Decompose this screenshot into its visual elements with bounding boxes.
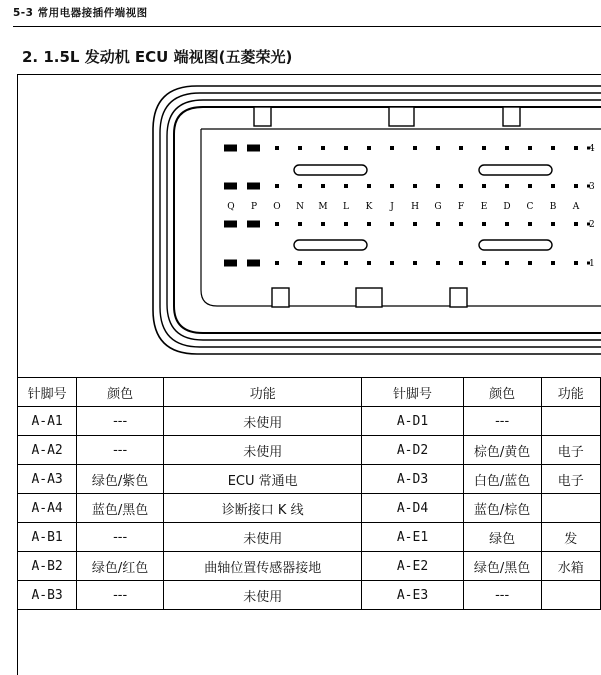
pin	[275, 146, 279, 150]
table-cell: 发	[541, 523, 600, 552]
pin-large	[224, 183, 237, 190]
column-header: 颜色	[463, 378, 541, 407]
row-number: 2	[589, 220, 595, 230]
pin-large	[224, 221, 237, 228]
pin	[505, 222, 509, 226]
column-header: 颜色	[77, 378, 164, 407]
table-cell: 绿色/红色	[77, 552, 164, 581]
row-number: 4	[589, 144, 595, 154]
row-number: 1	[589, 259, 595, 269]
pin	[505, 146, 509, 150]
table-row	[18, 552, 601, 581]
column-header: 功能	[163, 378, 361, 407]
table-cell: ---	[463, 407, 541, 436]
pin	[482, 222, 486, 226]
pin-large	[247, 145, 260, 152]
pin	[551, 184, 555, 188]
pin	[321, 261, 325, 265]
pin	[482, 261, 486, 265]
column-letter: E	[480, 202, 488, 212]
pin	[574, 184, 578, 188]
table-cell: ---	[77, 436, 164, 465]
column-letter: M	[318, 202, 328, 212]
pin	[551, 222, 555, 226]
pin	[413, 184, 417, 188]
column-letter: J	[390, 202, 394, 212]
table-cell: A-E3	[362, 581, 463, 610]
column-letter: A	[572, 202, 580, 212]
pin	[551, 261, 555, 265]
column-letter: B	[549, 202, 557, 212]
key-slot	[294, 165, 367, 175]
table-cell: 水箱	[541, 552, 600, 581]
pin	[482, 184, 486, 188]
pin	[528, 184, 532, 188]
connector-diagram	[17, 74, 601, 374]
column-header: 功能	[541, 378, 600, 407]
pin	[344, 261, 348, 265]
pin-table	[17, 377, 601, 610]
pin	[390, 261, 394, 265]
column-letter: F	[457, 202, 465, 212]
pin	[344, 146, 348, 150]
pin	[528, 222, 532, 226]
pin	[367, 146, 371, 150]
table-row	[18, 523, 601, 552]
table-cell: 电子	[541, 436, 600, 465]
latch-tab	[389, 107, 414, 126]
pin	[528, 261, 532, 265]
key-slots	[294, 165, 552, 250]
column-letter: K	[365, 202, 373, 212]
column-letter: N	[296, 202, 304, 212]
table-header-row	[18, 378, 601, 407]
pin-large	[247, 183, 260, 190]
table-cell: 绿色/紫色	[77, 465, 164, 494]
column-letter: G	[434, 202, 442, 212]
table-row	[18, 494, 601, 523]
table-cell: ---	[77, 581, 164, 610]
pin	[390, 222, 394, 226]
column-letter: Q	[227, 202, 235, 212]
table-cell: A-B3	[18, 581, 77, 610]
pin	[321, 222, 325, 226]
pin	[505, 184, 509, 188]
column-letter: P	[250, 202, 258, 212]
column-header: 针脚号	[362, 378, 463, 407]
table-cell: 白色/蓝色	[463, 465, 541, 494]
table-cell: A-D4	[362, 494, 463, 523]
page-title: 2. 1.5L 发动机 ECU 端视图(五菱荣光)	[22, 48, 293, 66]
pin	[413, 261, 417, 265]
pin	[275, 222, 279, 226]
latch-tab	[272, 288, 289, 307]
pin-large	[224, 260, 237, 267]
pin-large	[247, 260, 260, 267]
pin	[459, 146, 463, 150]
pin	[367, 222, 371, 226]
table-cell: 蓝色/棕色	[463, 494, 541, 523]
table-cell: 诊断接口 K 线	[163, 494, 361, 523]
pin	[298, 146, 302, 150]
table-cell	[541, 581, 600, 610]
pin	[459, 261, 463, 265]
table-cell: ---	[463, 581, 541, 610]
housing-well	[201, 129, 601, 306]
housing-outline-middle	[160, 93, 601, 347]
pin	[551, 146, 555, 150]
table-cell: 电子	[541, 465, 600, 494]
pin	[344, 184, 348, 188]
housing-outline-outer	[153, 86, 601, 354]
pin	[275, 184, 279, 188]
pin	[574, 261, 578, 265]
pin	[574, 222, 578, 226]
table-cell: 未使用	[163, 523, 361, 552]
table-row	[18, 581, 601, 610]
table-cell: A-A1	[18, 407, 77, 436]
pin	[367, 184, 371, 188]
housing-outline-inner	[167, 100, 601, 340]
pin	[275, 261, 279, 265]
table-cell: 蓝色/黑色	[77, 494, 164, 523]
column-letter: O	[273, 202, 281, 212]
table-row	[18, 407, 601, 436]
row-numbers	[589, 144, 595, 269]
pin	[459, 184, 463, 188]
table-cell: A-D2	[362, 436, 463, 465]
table-cell: A-D1	[362, 407, 463, 436]
table-cell: 绿色	[463, 523, 541, 552]
table-row	[18, 465, 601, 494]
pin-large	[224, 145, 237, 152]
housing-outline-body	[174, 107, 601, 333]
pin	[459, 222, 463, 226]
latch-tab	[254, 107, 271, 126]
pin	[436, 146, 440, 150]
table-cell: 曲轴位置传感器接地	[163, 552, 361, 581]
pin	[298, 261, 302, 265]
column-letter: H	[411, 202, 419, 212]
table-cell: ---	[77, 407, 164, 436]
column-letter: D	[503, 202, 511, 212]
table-cell: A-A3	[18, 465, 77, 494]
pin	[528, 146, 532, 150]
pin	[321, 146, 325, 150]
column-letter: C	[526, 202, 534, 212]
latch-tab	[450, 288, 467, 307]
table-cell	[541, 494, 600, 523]
table-cell: A-A4	[18, 494, 77, 523]
pin	[390, 184, 394, 188]
key-slot	[479, 165, 552, 175]
table-cell: A-E1	[362, 523, 463, 552]
latch-tab	[503, 107, 520, 126]
key-slot	[294, 240, 367, 250]
table-cell: A-B2	[18, 552, 77, 581]
pin-large	[247, 221, 260, 228]
pin	[436, 261, 440, 265]
table-cell: 未使用	[163, 407, 361, 436]
pin	[321, 184, 325, 188]
column-header: 针脚号	[18, 378, 77, 407]
pin	[298, 184, 302, 188]
section-header: 5-3 常用电器接插件端视图	[13, 7, 148, 19]
table-cell: ---	[77, 523, 164, 552]
pin	[436, 184, 440, 188]
table-row	[18, 436, 601, 465]
pin	[482, 146, 486, 150]
pin	[413, 146, 417, 150]
table-cell: ECU 常通电	[163, 465, 361, 494]
table-cell: A-E2	[362, 552, 463, 581]
pin	[298, 222, 302, 226]
latch-tab	[356, 288, 382, 307]
pin	[367, 261, 371, 265]
table-cell	[541, 407, 600, 436]
pin	[413, 222, 417, 226]
table-cell: A-D3	[362, 465, 463, 494]
pin	[390, 146, 394, 150]
table-cell: 棕色/黄色	[463, 436, 541, 465]
column-letters	[227, 202, 579, 212]
connector-housing	[153, 86, 601, 354]
pin	[574, 146, 578, 150]
table-cell: A-A2	[18, 436, 77, 465]
table-cell: 未使用	[163, 436, 361, 465]
column-letter: L	[343, 202, 349, 212]
row-number: 3	[589, 182, 595, 192]
pin	[436, 222, 440, 226]
header-rule	[13, 26, 601, 27]
pin	[344, 222, 348, 226]
table-cell: 未使用	[163, 581, 361, 610]
table-cell: A-B1	[18, 523, 77, 552]
pin	[505, 261, 509, 265]
table-cell: 绿色/黑色	[463, 552, 541, 581]
key-slot	[479, 240, 552, 250]
